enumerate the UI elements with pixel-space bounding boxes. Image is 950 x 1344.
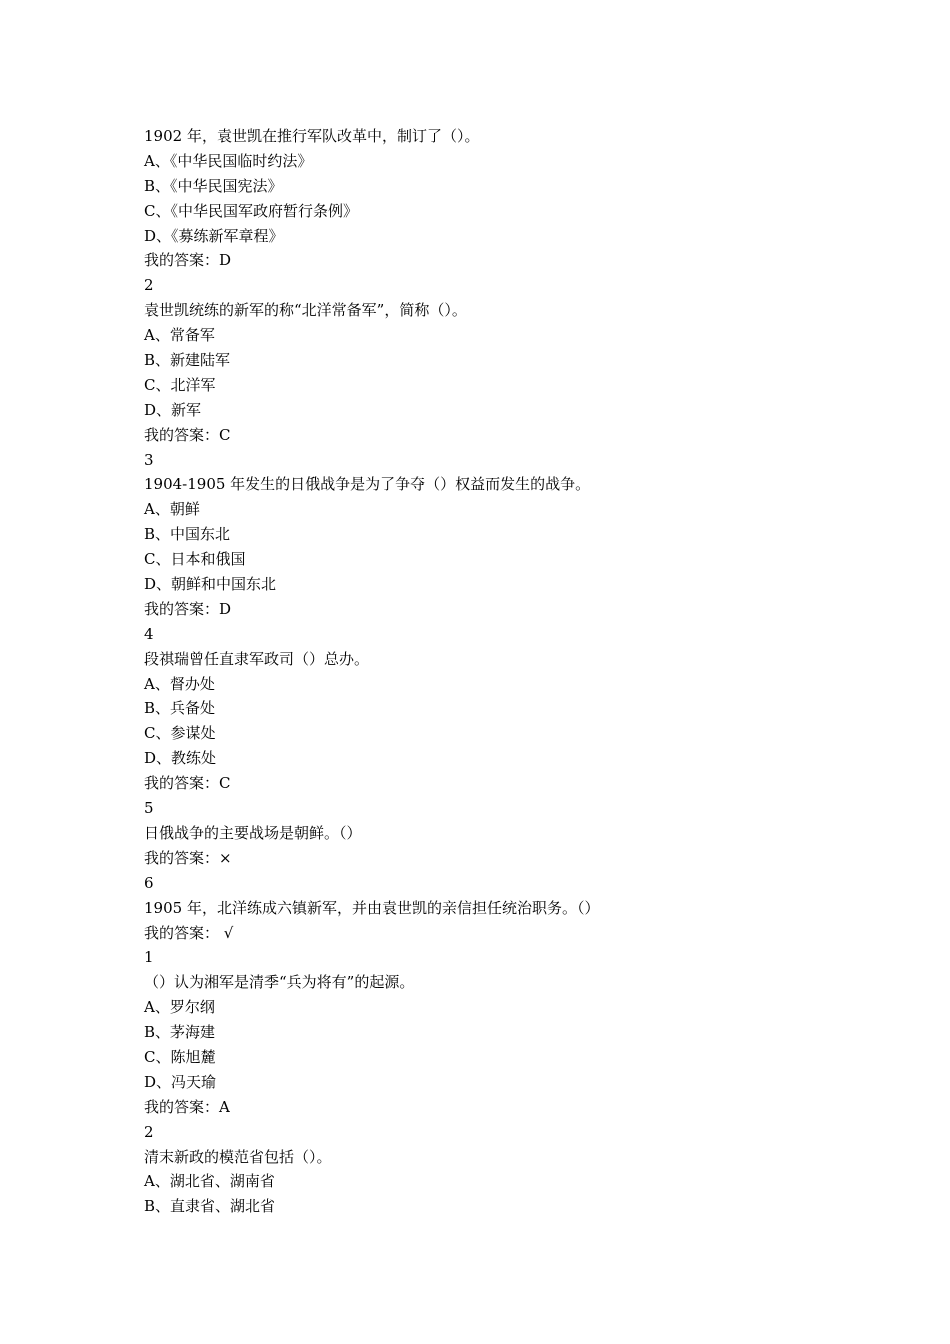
- my-answer: 我的答案：D: [144, 599, 232, 618]
- option-b: B、中国东北: [144, 525, 231, 544]
- option-c: C、《中华民国军政府暂行条例》: [144, 201, 358, 220]
- option-d: D、冯天瑜: [144, 1072, 217, 1091]
- question-text: 1905 年，北洋练成六镇新军，并由袁世凯的亲信担任统治职务。（）: [144, 898, 600, 917]
- question-number: 6: [144, 873, 154, 892]
- document-page: [144, 124, 844, 1219]
- question-text: 清末新政的模范省包括（）。: [144, 1147, 332, 1166]
- option-b: B、直隶省、湖北省: [144, 1197, 276, 1216]
- question-number: 4: [144, 624, 154, 643]
- option-a: A、常备军: [144, 326, 215, 345]
- question-text: （）认为湘军是清季“兵为将有”的起源。: [144, 973, 415, 992]
- question-text: 日俄战争的主要战场是朝鲜。（）: [144, 823, 362, 842]
- option-c: C、日本和俄国: [144, 550, 246, 569]
- option-a: A、督办处: [144, 674, 215, 693]
- option-d: D、教练处: [144, 749, 217, 768]
- my-answer: 我的答案：×: [144, 848, 232, 867]
- question-number: 3: [144, 450, 154, 469]
- my-answer: 我的答案：C: [144, 425, 231, 444]
- question-number: 2: [144, 1122, 154, 1141]
- my-answer: 我的答案：C: [144, 774, 231, 793]
- option-a: A、罗尔纲: [144, 998, 215, 1017]
- option-d: D、朝鲜和中国东北: [144, 575, 277, 594]
- option-d: D、新军: [144, 400, 202, 419]
- option-a: A、湖北省、湖南省: [144, 1172, 275, 1191]
- question-number: 1: [144, 948, 154, 967]
- option-d: D、《募练新军章程》: [144, 226, 284, 245]
- question-number: 2: [144, 276, 154, 295]
- option-c: C、参谋处: [144, 724, 216, 743]
- option-c: C、北洋军: [144, 375, 216, 394]
- option-b: B、茅海建: [144, 1023, 216, 1042]
- my-answer: 我的答案：D: [144, 251, 232, 270]
- question-text: 段祺瑞曾任直隶军政司（）总办。: [144, 649, 370, 668]
- my-answer: 我的答案： √: [144, 923, 234, 942]
- option-c: C、陈旭麓: [144, 1047, 216, 1066]
- question-number: 5: [144, 799, 154, 818]
- question-text: 1902 年，袁世凯在推行军队改革中，制订了（）。: [144, 127, 480, 145]
- question-text: 1904-1905 年发生的日俄战争是为了争夺（）权益而发生的战争。: [144, 475, 591, 494]
- option-b: B、兵备处: [144, 699, 216, 718]
- option-b: B、新建陆军: [144, 351, 231, 370]
- option-b: B、《中华民国宪法》: [144, 176, 283, 195]
- question-text: 袁世凯统练的新军的称“北洋常备军”，简称（）。: [144, 301, 467, 320]
- option-a: A、《中华民国临时约法》: [144, 151, 313, 170]
- option-a: A、朝鲜: [144, 500, 200, 519]
- my-answer: 我的答案：A: [144, 1097, 230, 1116]
